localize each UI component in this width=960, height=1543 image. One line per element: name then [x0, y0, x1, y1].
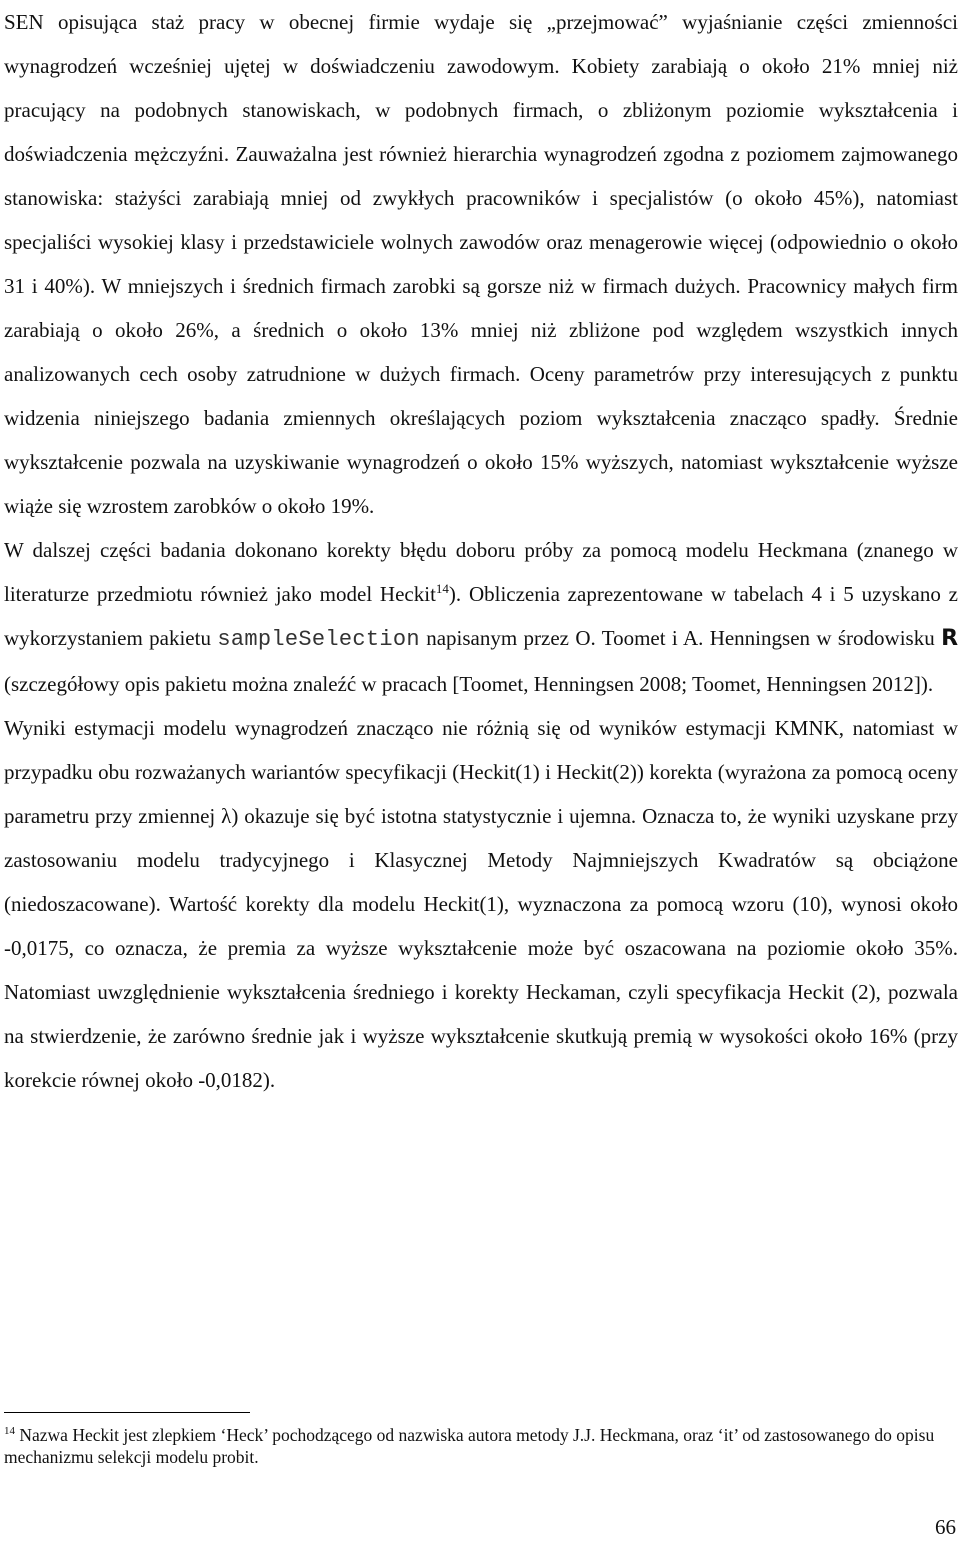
paragraph-3-text: Wyniki estymacji modelu wynagrodzeń znacząco nie różnią się od wyników estymacji KMNK, natomiast w przypadku obu rozważanych wariantów specyfikacji (Heckit(1) i Heckit(2)) korekta (wyrażona za pomocą oceny parametru przy zmiennej λ) okazuje się być istotna statystycznie i ujemna. Oznacza to, że wyniki uzyskane przy zastosowaniu modelu tradycyjnego i Klasycznej Metody Najmniejszych Kwadratów są obciążone (niedoszacowane). Wartość korekty dla modelu Heckit(1), wyznaczona za pomocą wzoru (10), wynosi około -0,0175, co oznacza, że premia za wyższe wykształcenie może być oszacowana na poziomie około 35%. Natomiast uwzględnienie wykształcenia średniego i korekty Heckaman, czyli specyfikacja Heckit (2), pozwala na stwierdzenie, że zarówno średnie jak i wyższe wykształcenie skutkują premią w wysokości około 16% (przy korekcie równej około -0,0182). [4, 716, 958, 1092]
paragraph-2-part-1: W dalszej części badania dokonano korekty błędu doboru próby za pomocą modelu Heckmana (znanego w literaturze przedmiotu również jako model Heckit [4, 538, 958, 606]
paragraph-2-part-4: (szczegółowy opis pakietu można znaleźć w pracach [Toomet, Henningsen 2008; Toomet, Henningsen 2012]). [4, 672, 934, 696]
paragraph-2-part-3: napisanym przez O. Toomet i A. Henningsen w środowisku [419, 626, 942, 650]
footnote-divider [4, 1412, 250, 1413]
footnote-number: 14 [4, 1425, 15, 1438]
footnote-reference: 14 [435, 581, 449, 596]
footnote-text: Nazwa Heckit jest zlepkiem ‘Heck’ pochodzącego od nazwiska autora metody J.J. Heckmana, oraz ‘it’ od zastosowanego do opisu mechanizmu selekcji modelu probit. [4, 1425, 935, 1467]
r-software-logo: R [941, 626, 959, 651]
page-number: 66 [935, 1515, 956, 1539]
paragraph-3 [4, 706, 958, 1102]
body-text [4, 0, 958, 1102]
paragraph-2 [4, 528, 958, 706]
paragraph-1-text: SEN opisująca staż pracy w obecnej firmie wydaje się „przejmować” wyjaśnianie części zmienności wynagrodzeń wcześniej ujętej w doświadczeniu zawodowym. Kobiety zarabiają o około 21% mniej niż pracujący na podobnych stanowiskach, w podobnych firmach, o zbliżonym poziomie wykształcenia i doświadczenia mężczyźni. Zauważalna jest również hierarchia wynagrodzeń zgodna z poziomem zajmowanego stanowiska: stażyści zarabiają mniej od zwykłych pracowników i specjalistów (o około 45%), natomiast specjaliści wysokiej klasy i przedstawiciele wolnych zawodów oraz menagerowie więcej (odpowiednio o około 31 i 40%). W mniejszych i średnich firmach zarobki są gorsze niż w firmach dużych. Pracownicy małych firm zarabiają o około 26%, a średnich o około 13% mniej niż zbliżone pod względem wszystkich innych analizowanych cech osoby zatrudnione w dużych firmach. Oceny parametrów przy interesujących z punktu widzenia niniejszego badania zmiennych określających poziom wykształcenia znacząco spadły. Średnie wykształcenie pozwala na uzyskiwanie wynagrodzeń o około 15% wyższych, natomiast wykształcenie wyższe wiąże się wzrostem zarobków o około 19%. [4, 10, 958, 518]
document-page [4, 0, 958, 1543]
paragraph-2-part-2: ). Obliczenia zaprezentowane w tabelach 4 i 5 uzyskano z wykorzystaniem pakietu [4, 582, 958, 650]
package-name: sampleSelection [217, 627, 420, 652]
paragraph-1 [4, 0, 958, 528]
footnote [4, 1424, 944, 1468]
